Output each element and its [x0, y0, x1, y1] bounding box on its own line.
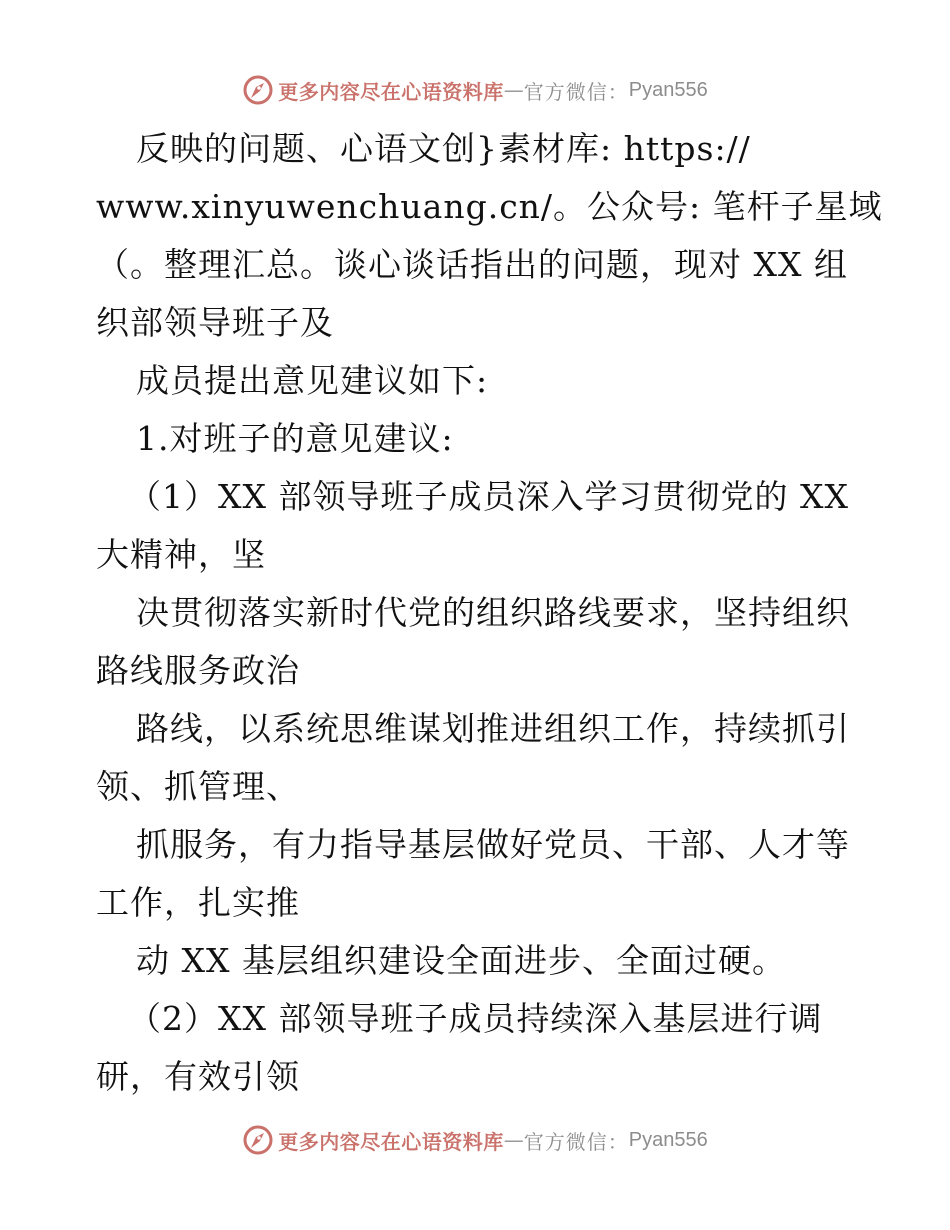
text-line: （2）XX 部领导班子成员持续深入基层进行调 [128, 999, 823, 1038]
text-line: 1.对班子的意见建议: [136, 419, 454, 458]
pen-nib-circle-icon [242, 1124, 274, 1156]
watermark-handle: Pyan556 [628, 78, 708, 101]
watermark-handle: Pyan556 [628, 1128, 708, 1151]
text-line: 反映的问题、心语文创}素材库: https:// [136, 129, 751, 168]
text-line: 成员提出意见建议如下: [136, 361, 489, 400]
watermark-footer [0, 1122, 950, 1158]
text-line: 大精神，坚 [96, 535, 266, 574]
watermark-sub-text: 官方微信： [523, 79, 629, 104]
text-line: 决贯彻落实新时代党的组织路线要求，坚持组织 [136, 593, 850, 632]
text-line: 织部领导班子及 [96, 303, 334, 342]
text-line: 研，有效引领 [96, 1057, 300, 1096]
text-line: （。整理汇总。谈心谈话指出的问题，现对 XX 组 [96, 245, 848, 284]
text-line: 抓服务，有力指导基层做好党员、干部、人才等 [136, 825, 850, 864]
watermark-separator: — [503, 78, 524, 102]
watermark-main-text: 更多内容尽在心语资料库 [278, 79, 504, 104]
text-line: www.xinyuwenchuang.cn/。公众号: 笔杆子星域 [96, 187, 883, 226]
text-line: 路线，以系统思维谋划推进组织工作，持续抓引 [136, 709, 850, 748]
text-line: 领、抓管理、 [96, 767, 300, 806]
text-line: 动 XX 基层组织建设全面进步、全面过硬。 [136, 941, 786, 980]
pen-nib-circle-icon [242, 74, 274, 106]
watermark-separator: — [503, 1128, 524, 1152]
watermark-main-text: 更多内容尽在心语资料库 [278, 1129, 504, 1154]
text-line: （1）XX 部领导班子成员深入学习贯彻党的 XX [128, 477, 849, 516]
text-line: 路线服务政治 [96, 651, 300, 690]
watermark-header [0, 72, 950, 108]
text-line: 工作，扎实推 [96, 883, 300, 922]
watermark-sub-text: 官方微信： [523, 1129, 629, 1154]
